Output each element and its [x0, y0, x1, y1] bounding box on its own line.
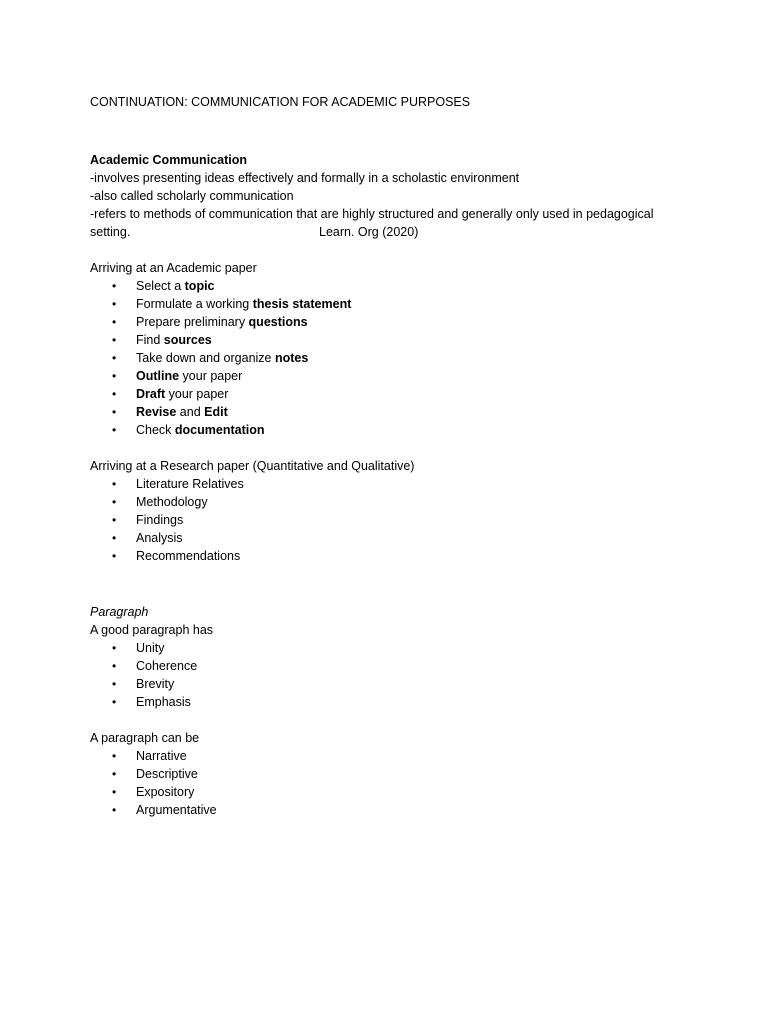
spacer — [90, 439, 690, 457]
item-text: Find — [136, 333, 164, 347]
item-keyword: Outline — [136, 369, 180, 383]
academic-communication-section — [90, 151, 690, 241]
definition-last-line — [90, 223, 690, 241]
item-text: Findings — [136, 513, 184, 527]
list-item — [90, 313, 690, 331]
bullet-icon: • — [112, 641, 117, 655]
list-item — [90, 349, 690, 367]
item-text: Check — [136, 423, 175, 437]
bullet-icon: • — [112, 369, 117, 383]
citation: Learn. Org (2020) — [319, 225, 419, 239]
bullet-icon: • — [112, 297, 117, 311]
academic-communication-heading: Academic Communication — [90, 153, 247, 167]
item-text: Argumentative — [136, 803, 217, 817]
item-keyword: Edit — [204, 405, 228, 419]
list-item — [90, 765, 690, 783]
list-item — [90, 493, 690, 511]
list-item — [90, 657, 690, 675]
spacer — [90, 711, 690, 729]
list-item — [90, 675, 690, 693]
item-keyword: Revise — [136, 405, 177, 419]
list-item — [90, 511, 690, 529]
item-keyword: questions — [248, 315, 308, 329]
academic-paper-section — [90, 259, 690, 439]
item-text: Brevity — [136, 677, 175, 691]
item-keyword: documentation — [174, 423, 265, 437]
list-item — [90, 783, 690, 801]
list-item — [90, 801, 690, 819]
item-keyword: Draft — [136, 387, 166, 401]
list-item — [90, 331, 690, 349]
document-title: CONTINUATION: COMMUNICATION FOR ACADEMIC PURPOSES — [90, 95, 471, 109]
bullet-icon: • — [112, 387, 117, 401]
bullet-icon: • — [112, 695, 117, 709]
bullet-icon: • — [112, 803, 117, 817]
item-text: Descriptive — [136, 767, 198, 781]
item-text: Formulate a working — [136, 297, 253, 311]
item-text: Analysis — [136, 531, 183, 545]
definition-line-end: setting. — [90, 225, 131, 239]
item-text: Recommendations — [136, 549, 241, 563]
item-keyword: thesis statement — [252, 297, 352, 311]
list-item — [90, 747, 690, 765]
paragraph-types-list — [90, 747, 690, 819]
item-text: and — [176, 405, 205, 419]
bullet-icon: • — [112, 351, 117, 365]
definition-line: -refers to methods of communication that are highly structured and generally only used in pedagogical — [90, 207, 654, 221]
document-page — [90, 93, 690, 819]
good-paragraph-list — [90, 639, 690, 711]
item-text: Take down and organize — [136, 351, 275, 365]
item-text: Coherence — [136, 659, 198, 673]
bullet-icon: • — [112, 315, 117, 329]
spacer — [90, 241, 690, 259]
list-item — [90, 421, 690, 439]
item-text: Unity — [136, 641, 165, 655]
item-text: Narrative — [136, 749, 187, 763]
bullet-icon: • — [112, 495, 117, 509]
paragraph-types-heading: A paragraph can be — [90, 731, 200, 745]
item-text: your paper — [165, 387, 229, 401]
research-paper-heading: Arriving at a Research paper (Quantitative and Qualitative) — [90, 459, 415, 473]
bullet-icon: • — [112, 767, 117, 781]
bullet-icon: • — [112, 659, 117, 673]
list-item — [90, 693, 690, 711]
item-text: Methodology — [136, 495, 208, 509]
list-item — [90, 277, 690, 295]
definition-line: -also called scholarly communication — [90, 189, 294, 203]
good-paragraph-heading: A good paragraph has — [90, 623, 214, 637]
list-item — [90, 367, 690, 385]
item-text: Prepare preliminary — [136, 315, 249, 329]
bullet-icon: • — [112, 405, 117, 419]
item-keyword: notes — [274, 351, 309, 365]
item-text: your paper — [179, 369, 243, 383]
paragraph-section — [90, 603, 690, 819]
bullet-icon: • — [112, 785, 117, 799]
list-item — [90, 639, 690, 657]
list-item — [90, 529, 690, 547]
bullet-icon: • — [112, 423, 117, 437]
item-keyword: topic — [184, 279, 215, 293]
paragraph-heading: Paragraph — [90, 605, 149, 619]
research-paper-parts-list — [90, 475, 690, 565]
list-item — [90, 385, 690, 403]
spacer — [90, 111, 690, 151]
item-text: Select a — [136, 279, 185, 293]
item-text: Expository — [136, 785, 195, 799]
bullet-icon: • — [112, 279, 117, 293]
list-item — [90, 403, 690, 421]
bullet-icon: • — [112, 677, 117, 691]
bullet-icon: • — [112, 531, 117, 545]
item-keyword: sources — [163, 333, 212, 347]
list-item — [90, 475, 690, 493]
definition-line: -involves presenting ideas effectively and formally in a scholastic environment — [90, 171, 520, 185]
list-item — [90, 547, 690, 565]
bullet-icon: • — [112, 477, 117, 491]
spacer — [90, 565, 690, 603]
list-item — [90, 295, 690, 313]
bullet-icon: • — [112, 513, 117, 527]
bullet-icon: • — [112, 333, 117, 347]
academic-paper-heading: Arriving at an Academic paper — [90, 261, 257, 275]
research-paper-section — [90, 457, 690, 565]
bullet-icon: • — [112, 749, 117, 763]
item-text: Literature Relatives — [136, 477, 244, 491]
bullet-icon: • — [112, 549, 117, 563]
item-text: Emphasis — [136, 695, 191, 709]
academic-paper-steps-list — [90, 277, 690, 439]
